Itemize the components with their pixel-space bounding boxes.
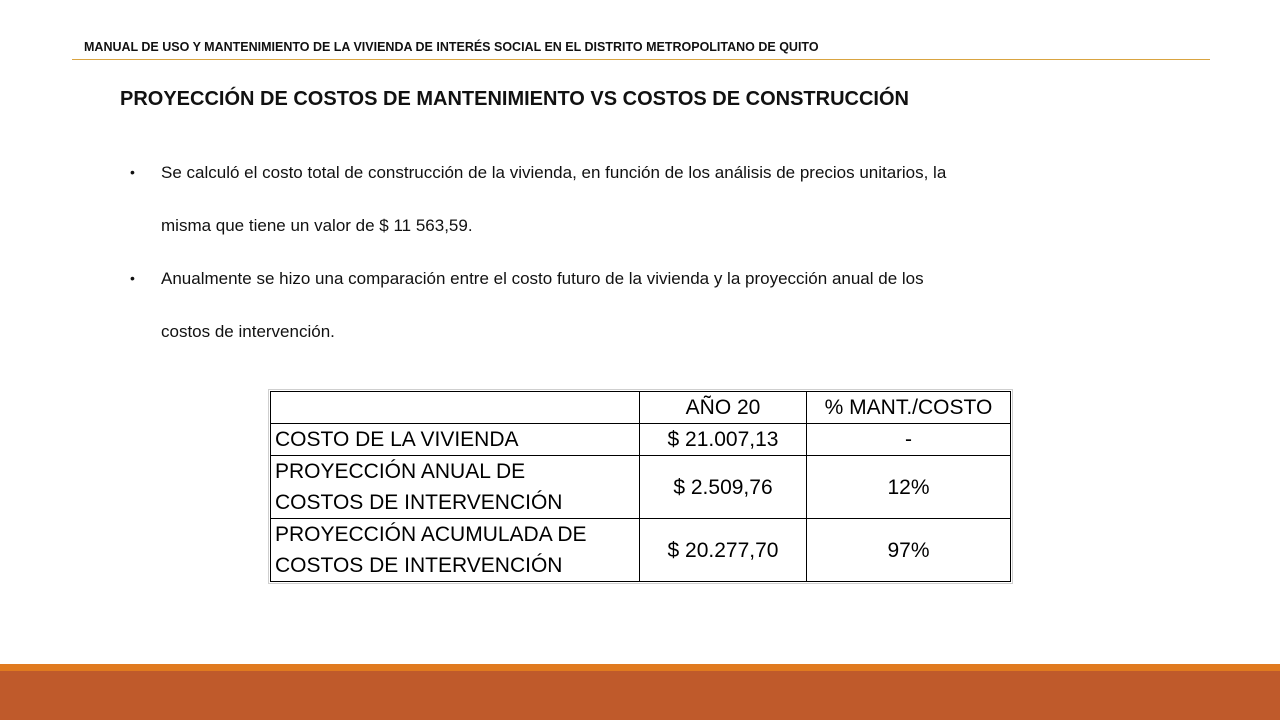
bullet-item — [130, 252, 1160, 358]
footer-accent-stripe — [0, 664, 1280, 671]
bullet-icon: • — [130, 164, 135, 180]
table-row-percent: - — [807, 424, 1011, 456]
table-row-label — [271, 519, 640, 582]
table-header-cell: AÑO 20 — [640, 392, 807, 424]
table-header-row — [271, 392, 1011, 424]
table-row-percent: 12% — [807, 456, 1011, 519]
bullet-text-line: Se calculó el costo total de construcción de la vivienda, en función de los análisis de precios unitarios, la — [161, 163, 947, 182]
table-header-cell: % MANT./COSTO — [807, 392, 1011, 424]
table-row-percent: 97% — [807, 519, 1011, 582]
bullet-item — [130, 146, 1160, 252]
document-header: MANUAL DE USO Y MANTENIMIENTO DE LA VIVIENDA DE INTERÉS SOCIAL EN EL DISTRITO METROPOLITANO DE QUITO — [84, 40, 819, 54]
row-label-line: COSTOS DE INTERVENCIÓN — [275, 491, 563, 514]
header-divider — [72, 59, 1210, 60]
row-label-line: COSTOS DE INTERVENCIÓN — [275, 554, 563, 577]
table-header-cell — [271, 392, 640, 424]
row-label-line: COSTO DE LA VIVIENDA — [275, 428, 519, 451]
table-row-value: $ 2.509,76 — [640, 456, 807, 519]
bullet-list — [130, 146, 1160, 358]
row-label-line: PROYECCIÓN ANUAL DE — [275, 460, 526, 483]
bullet-text-line: misma que tiene un valor de $ 11 563,59. — [161, 216, 473, 235]
row-label-line: PROYECCIÓN ACUMULADA DE — [275, 523, 587, 546]
table-row — [271, 519, 1011, 582]
bullet-text-line: Anualmente se hizo una comparación entre el costo futuro de la vivienda y la proyección anual de los — [161, 269, 924, 288]
table-row-value: $ 20.277,70 — [640, 519, 807, 582]
table-row-label — [271, 456, 640, 519]
table-row-label — [271, 424, 640, 456]
cost-comparison-table — [270, 391, 1011, 582]
bullet-icon: • — [130, 270, 135, 286]
slide-title: PROYECCIÓN DE COSTOS DE MANTENIMIENTO VS COSTOS DE CONSTRUCCIÓN — [120, 88, 909, 110]
table-row — [271, 424, 1011, 456]
table-row-value: $ 21.007,13 — [640, 424, 807, 456]
table-row — [271, 456, 1011, 519]
bullet-text-line: costos de intervención. — [161, 322, 335, 341]
footer-bar — [0, 671, 1280, 720]
